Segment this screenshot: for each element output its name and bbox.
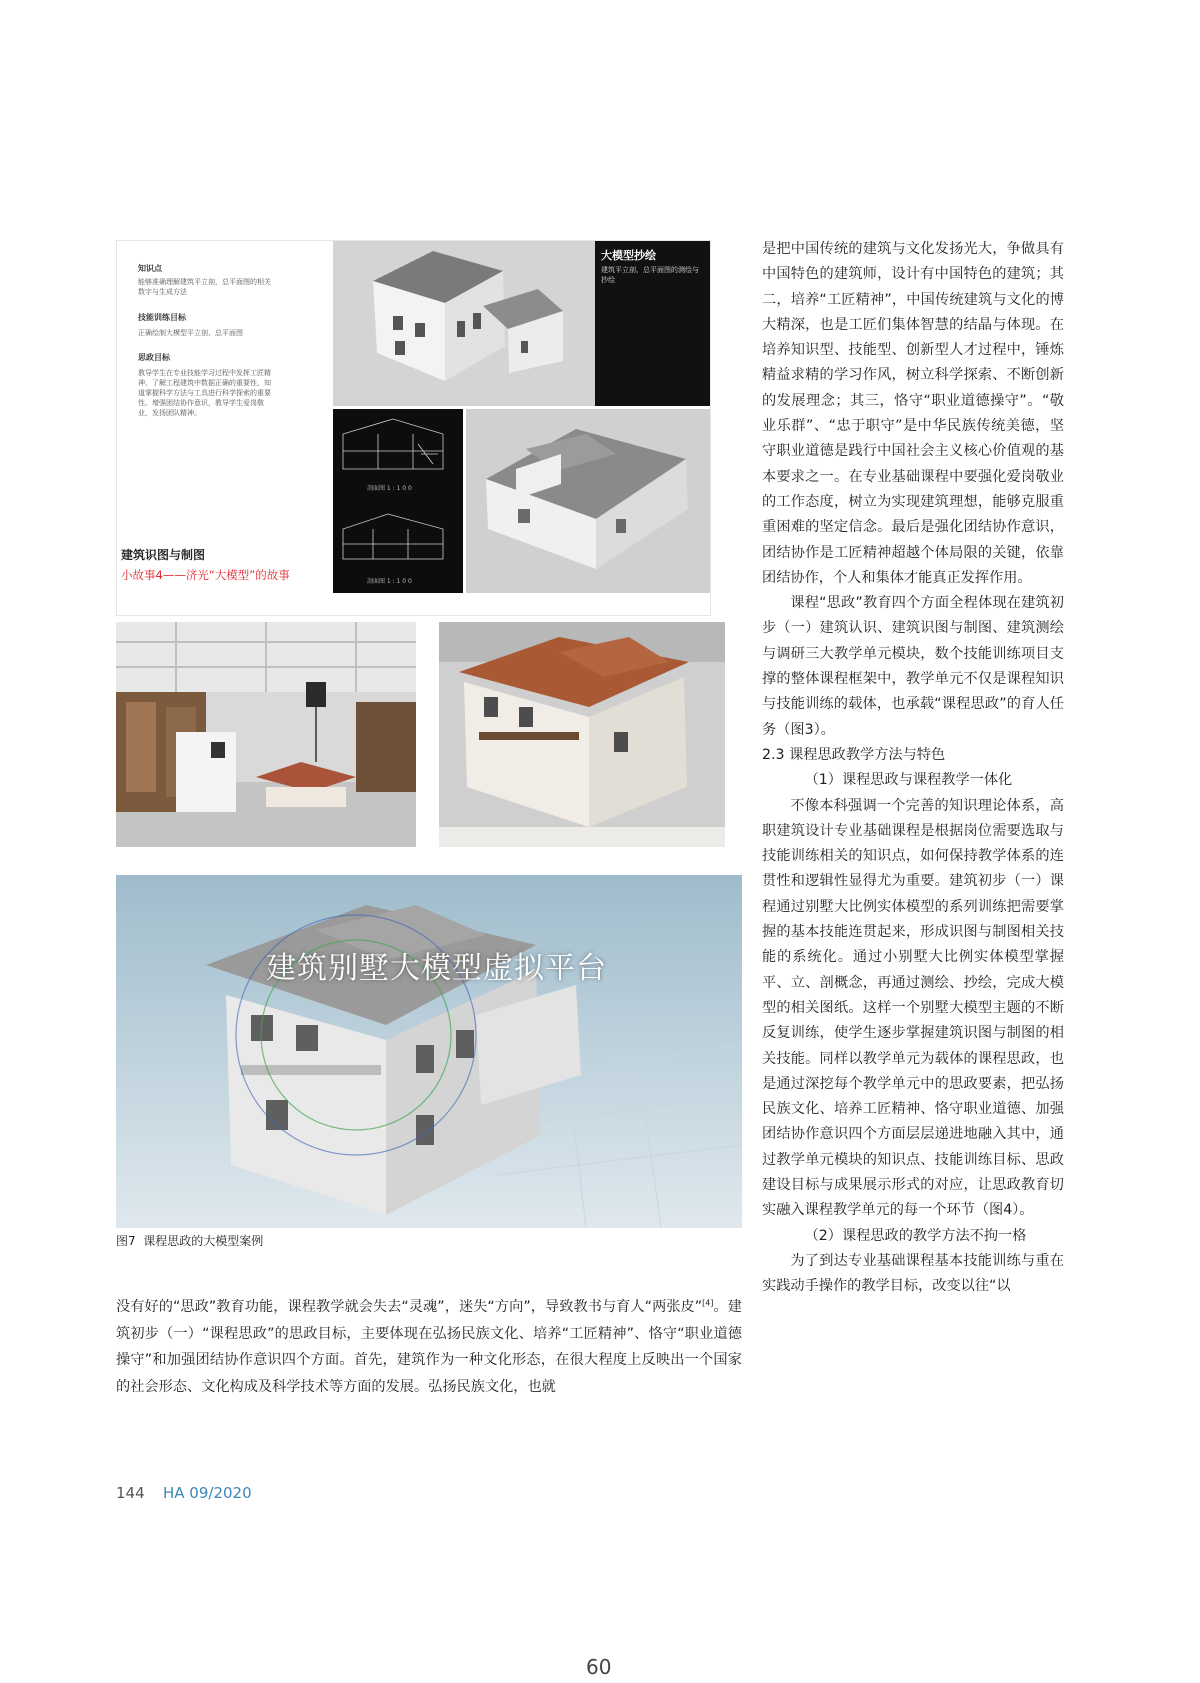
text-run: 没有好的“思政”教育功能，课程教学就会失去“灵魂”，迷失“方向”，导致教书与育人“两张皮” xyxy=(116,1299,703,1315)
right-text-column xyxy=(762,237,1064,1299)
bottom-text-block xyxy=(116,1294,742,1400)
page-number: 144 xyxy=(116,1484,145,1502)
paragraph: 是把中国传统的建筑与文化发扬光大，争做具有中国特色的建筑师，设计有中国特色的建筑；其二，培养“工匠精神”，中国传统建筑与文化的博大精深，也是工匠们集体智慧的结晶与体现。在培养知识型、技能型、创新型人才过程中，锤炼精益求精的学习作风，树立科学探索、不断创新的发展理念；其三，恪守“职业道德操守”。“敬业乐群”、“忠于职守”是中华民族传统美德，坚守职业道德是践行中国社会主义核心价值观的基本要求之一。在专业基础课程中要强化爱岗敬业的工作态度，树立为实现建筑理想，能够克服重重困难的坚定信念。最后是强化团结协作意识，团结协作是工匠精神超越个体局限的关键，依靠团结协作，个人和集体才能真正发挥作用。 xyxy=(762,241,1064,586)
ideology-text: 教导学生在专业技能学习过程中发挥工匠精神，了解工程建筑中数据正确的重要性，知道掌握科学方法与工具进行科学探索的重要性。增强团结协作意识，教导学生爱岗敬业，发扬团队精神。 xyxy=(138,369,271,417)
skill-text: 正确绘制大模型平立剖、总平面图 xyxy=(138,329,243,337)
section-heading: 2.3 课程思政教学方法与特色 xyxy=(762,746,946,763)
scale-model-photo xyxy=(439,622,725,847)
villa-render-aerial xyxy=(466,409,710,593)
skill-title: 技能训练目标 xyxy=(138,313,186,322)
paragraph xyxy=(116,1294,742,1400)
text-run: 。建筑初步（一）“课程思政”的思政目标，主要体现在弘扬民族文化、培养“工匠精神”、恪守“职业道德操守”和加强团结协作意识四个方面。首先，建筑作为一种文化形态，在很大程度上反映出一个国家的社会形态、文化构成及科学技术等方面的发展。弘扬民族文化，也就 xyxy=(116,1299,742,1395)
badge-title: 大模型抄绘 xyxy=(601,249,656,262)
virtual-platform-render xyxy=(116,875,742,1228)
paragraph: 不像本科强调一个完善的知识理论体系，高职建筑设计专业基础课程是根据岗位需要选取与技能训练相关的知识点，如何保持教学体系的连贯性和逻辑性显得尤为重要。建筑初步（一）课程通过别墅大比例实体模型的系列训练把需要掌握的基本技能连贯起来，形成识图与制图相关技能的系统化。通过小别墅大比例实体模型掌握平、立、剖概念，再通过测绘、抄绘，完成大模型的相关图纸。这样一个别墅大模型主题的不断反复训练，使学生逐步掌握建筑识图与制图的相关技能。同样以教学单元为载体的课程思政，也是通过深挖每个教学单元中的思政要素，把弘扬民族文化、培养工匠精神、恪守职业道德、加强团结协作意识四个方面层层递进地融入其中，通过教学单元模块的知识点、技能训练目标、思政建设目标与成果展示形式的对应，让思政教育切实融入课程教学单元的每一个环节（图4）。 xyxy=(762,797,1064,1219)
villa-render-top xyxy=(333,241,595,406)
paragraph: 为了到达专业基础课程基本技能训练与重在实践动手操作的教学目标，改变以往“以 xyxy=(762,1252,1064,1295)
subsection-heading: （2）课程思政的教学方法不拘一格 xyxy=(804,1227,1027,1244)
citation-ref[interactable]: [4] xyxy=(702,1298,714,1308)
caption-label: 图7 xyxy=(116,1234,136,1248)
ideology-title: 思政目标 xyxy=(138,353,170,362)
scale-label-2: 剖面图 1 : 1 0 0 xyxy=(367,578,412,585)
caption-text: 课程思政的大模型案例 xyxy=(143,1234,264,1248)
paragraph: 课程“思政”教育四个方面全程体现在建筑初步（一）建筑认识、建筑识图与制图、建筑测绘与调研三大教学单元模块，数个技能训练项目支撑的整体课程框架中，教学单元不仅是课程知识与技能训练的载体，也承载“课程思政”的育人任务（图3）。 xyxy=(762,595,1064,738)
story-title: 小故事4——济光“大模型”的故事 xyxy=(121,568,290,582)
subsection-heading: （1）课程思政与课程教学一体化 xyxy=(804,772,1013,789)
knowledge-title: 知识点 xyxy=(138,264,162,273)
workshop-photo xyxy=(116,622,416,847)
badge-panel xyxy=(595,241,710,406)
virtual-platform-title: 建筑别墅大模型虚拟平台 xyxy=(266,951,607,986)
course-title: 建筑识图与制图 xyxy=(121,548,206,562)
cad-section-drawings xyxy=(333,409,463,593)
knowledge-text: 能够准确理解建筑平立剖，总平面图的相关数字与生成方法 xyxy=(138,278,271,296)
figure-caption xyxy=(116,1232,263,1249)
magazine-issue: HA 09/2020 xyxy=(163,1484,252,1502)
badge-text: 建筑平立剖、总平面图的测绘与抄绘 xyxy=(601,266,699,284)
scan-page-number: 60 xyxy=(586,1655,612,1679)
scale-label-1: 剖面图 1 : 1 0 0 xyxy=(367,485,412,492)
